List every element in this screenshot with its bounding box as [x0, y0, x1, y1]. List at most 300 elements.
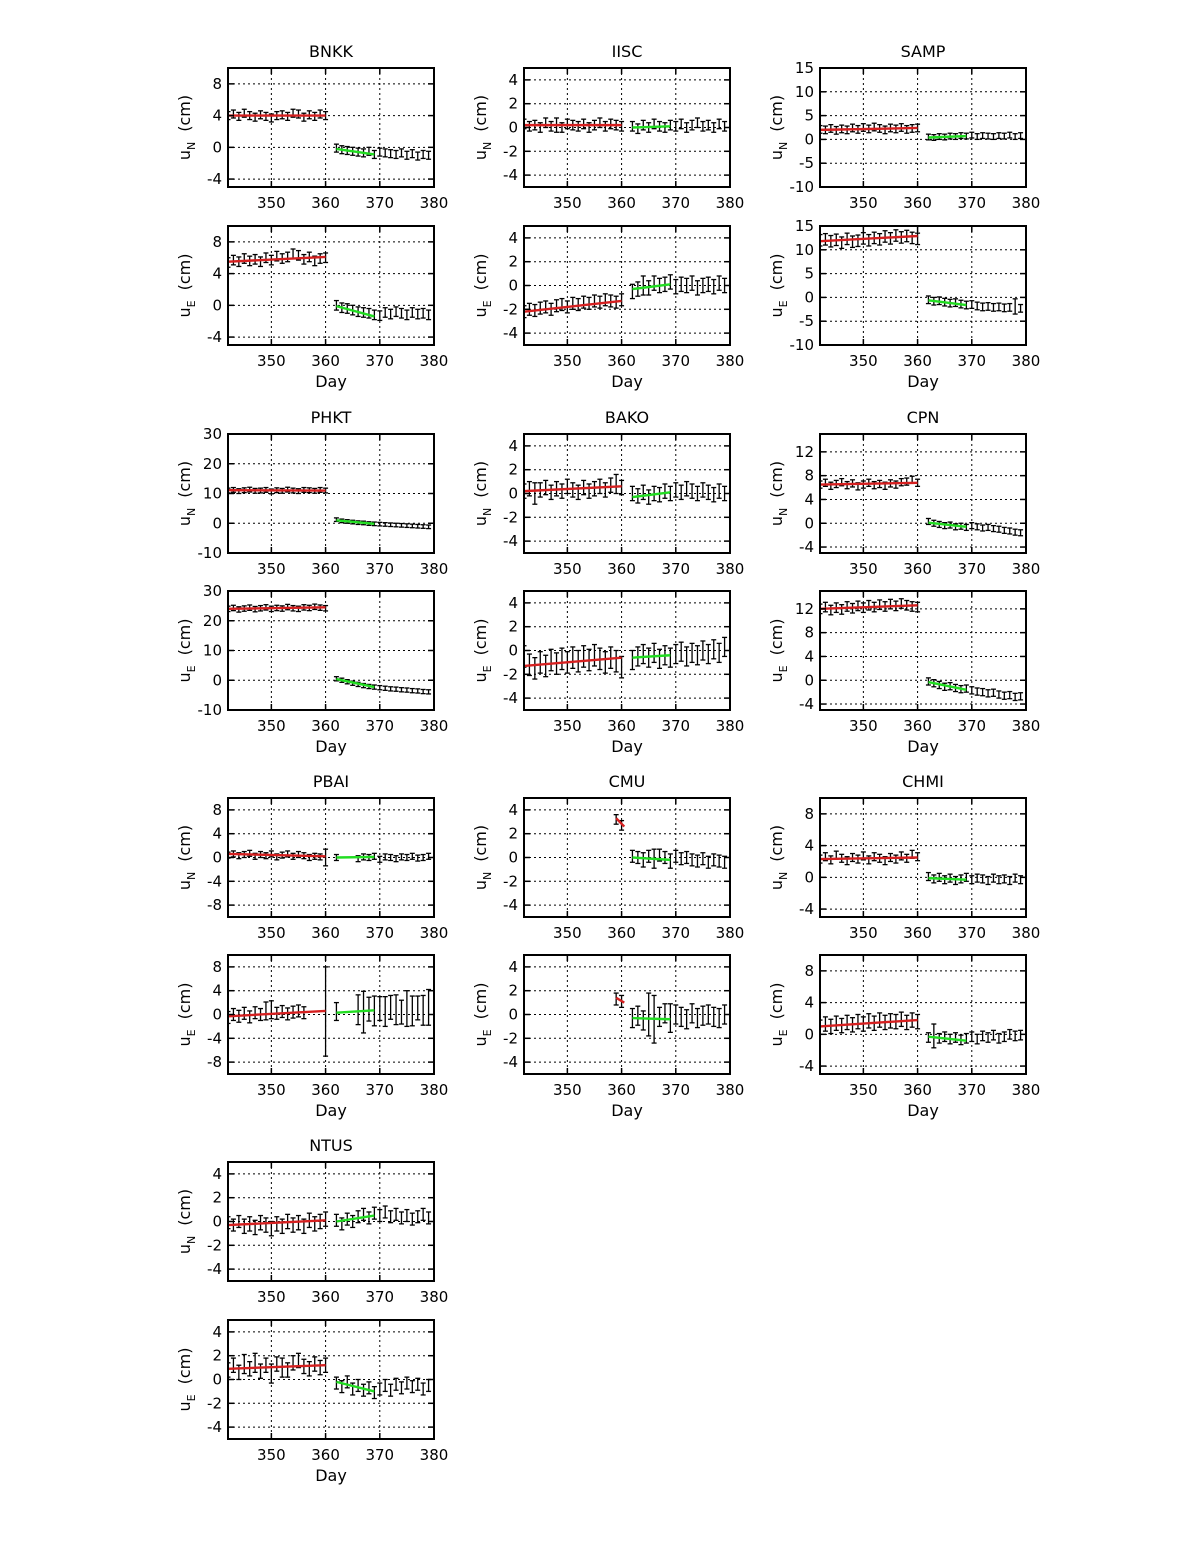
y-tick-label: 10	[202, 641, 222, 660]
pre-fit-line	[616, 818, 624, 826]
data-series	[818, 1012, 1024, 1048]
panel-phkt-e	[175, 582, 448, 756]
y-axis-unit: (cm)	[175, 460, 194, 498]
x-tick-label: 380	[419, 1081, 449, 1099]
panel-title: NTUS	[309, 1136, 353, 1155]
data-series	[522, 474, 728, 504]
y-tick-label: 4	[212, 106, 222, 125]
x-tick-label: 380	[715, 352, 745, 370]
x-tick-label: 350	[849, 194, 878, 212]
x-tick-label: 370	[365, 194, 395, 212]
x-tick-label: 370	[661, 924, 691, 942]
x-axis-label: Day	[611, 372, 643, 391]
y-tick-label: -4	[503, 1053, 518, 1072]
y-axis-symbol: u	[175, 307, 194, 318]
y-tick-label: -2	[207, 1236, 222, 1255]
y-axis-label	[767, 983, 790, 1047]
x-tick-label: 360	[311, 924, 340, 942]
y-tick-label: -4	[799, 900, 814, 919]
y-tick-label: -4	[503, 532, 518, 551]
y-tick-label: -4	[207, 872, 222, 891]
x-tick-label: 350	[849, 352, 878, 370]
y-axis-subscript: N	[185, 141, 198, 150]
x-tick-label: 360	[311, 560, 340, 578]
x-tick-label: 360	[607, 560, 636, 578]
y-tick-label: 4	[804, 490, 814, 509]
y-tick-label: 15	[794, 59, 814, 77]
y-axis-subscript: N	[481, 507, 494, 516]
y-tick-label: 2	[508, 252, 518, 271]
y-tick-label: -5	[799, 154, 814, 173]
y-tick-label: 4	[212, 1164, 222, 1183]
x-tick-label: 380	[419, 560, 449, 578]
y-axis-unit: (cm)	[175, 1188, 194, 1226]
y-tick-label: -2	[207, 1394, 222, 1413]
y-axis-label	[767, 619, 790, 683]
y-tick-label: -4	[503, 166, 518, 185]
y-axis-subscript: N	[777, 507, 790, 516]
y-tick-label: 5	[804, 264, 814, 283]
y-tick-label: 0	[212, 848, 222, 867]
x-tick-label: 350	[849, 924, 878, 942]
y-tick-label: 0	[212, 138, 222, 157]
y-axis-symbol: u	[175, 149, 194, 161]
pre-fit-line	[228, 607, 326, 608]
y-axis-symbol: u	[767, 1036, 786, 1047]
x-axis-label: Day	[611, 737, 643, 756]
y-tick-label: 2	[508, 460, 518, 479]
y-tick-label: 4	[804, 647, 814, 666]
y-axis-unit: (cm)	[175, 253, 194, 291]
x-tick-label: 360	[903, 924, 932, 942]
x-tick-label: 370	[365, 352, 395, 370]
data-series	[818, 850, 1024, 884]
y-tick-label: -4	[503, 324, 518, 343]
y-tick-label: 30	[202, 425, 222, 443]
y-axis-label	[767, 825, 790, 890]
x-tick-label: 370	[957, 352, 987, 370]
y-axis-unit: (cm)	[471, 982, 490, 1020]
y-axis-symbol: u	[767, 879, 786, 891]
x-tick-label: 350	[257, 1081, 286, 1099]
x-tick-label: 360	[607, 352, 636, 370]
x-tick-label: 350	[553, 717, 582, 735]
y-axis-unit: (cm)	[767, 94, 786, 132]
x-tick-label: 370	[661, 560, 691, 578]
y-tick-label: 8	[804, 804, 814, 823]
y-axis-symbol: u	[471, 149, 490, 161]
y-axis-symbol: u	[175, 1401, 194, 1412]
y-tick-label: -2	[503, 872, 518, 891]
y-tick-label: 10	[202, 484, 222, 503]
x-tick-label: 380	[715, 717, 745, 735]
data-series	[522, 275, 728, 318]
y-axis-unit: (cm)	[471, 824, 490, 862]
panel-iisc-n	[471, 42, 744, 212]
data-series	[522, 637, 728, 679]
x-tick-label: 360	[903, 194, 932, 212]
y-tick-label: 0	[508, 848, 518, 867]
x-tick-label: 360	[607, 1081, 636, 1099]
data-series	[818, 476, 1024, 536]
y-tick-label: 0	[212, 1212, 222, 1231]
data-series	[818, 230, 1024, 314]
x-tick-label: 370	[365, 1288, 395, 1306]
y-tick-label: 2	[508, 617, 518, 636]
y-tick-label: -8	[207, 896, 222, 915]
data-series	[226, 249, 432, 320]
y-axis-subscript: E	[481, 1029, 494, 1037]
y-axis-subscript: N	[481, 141, 494, 150]
y-tick-label: -4	[207, 1418, 222, 1437]
x-tick-label: 380	[419, 352, 449, 370]
x-tick-label: 350	[553, 194, 582, 212]
y-tick-label: 0	[804, 671, 814, 690]
y-axis-unit: (cm)	[767, 824, 786, 862]
x-axis-label: Day	[315, 1101, 347, 1120]
x-tick-label: 380	[1011, 1081, 1041, 1099]
y-tick-label: -2	[503, 142, 518, 161]
y-axis-label	[175, 983, 198, 1047]
data-series	[818, 599, 1024, 701]
panel-iisc-e	[471, 226, 744, 391]
y-tick-label: 2	[508, 94, 518, 113]
y-axis-label	[175, 95, 198, 160]
y-tick-label: -10	[197, 544, 222, 562]
y-tick-label: -2	[503, 1029, 518, 1048]
y-axis-symbol: u	[471, 515, 490, 527]
post-fit-line	[928, 136, 966, 137]
panel-pbai-n	[175, 772, 448, 942]
data-series	[226, 967, 432, 1056]
pre-fit-line	[820, 858, 918, 860]
x-tick-label: 380	[419, 194, 449, 212]
y-tick-label: 0	[212, 1370, 222, 1389]
y-tick-label: 15	[794, 217, 814, 235]
y-tick-label: 0	[508, 1005, 518, 1024]
data-series	[614, 993, 727, 1043]
y-axis-subscript: N	[185, 871, 198, 880]
y-axis-label	[471, 983, 494, 1047]
y-tick-label: 10	[794, 82, 814, 101]
y-axis-unit: (cm)	[175, 982, 194, 1020]
x-tick-label: 350	[849, 1081, 878, 1099]
x-axis-label: Day	[907, 372, 939, 391]
x-axis-label: Day	[611, 1101, 643, 1120]
y-tick-label: 20	[202, 611, 222, 630]
y-tick-label: 30	[202, 582, 222, 600]
y-axis-symbol: u	[175, 879, 194, 891]
y-tick-label: 0	[804, 1025, 814, 1044]
panel-cpn-n	[767, 408, 1040, 578]
post-fit-line	[928, 878, 966, 880]
x-tick-label: 380	[419, 1446, 449, 1464]
y-axis-symbol: u	[767, 307, 786, 318]
y-axis-subscript: E	[777, 1029, 790, 1037]
y-tick-label: -4	[207, 170, 222, 189]
panel-phkt-n	[175, 408, 448, 578]
y-axis-label	[175, 461, 198, 526]
x-tick-label: 370	[661, 194, 691, 212]
panel-bnkk-n	[175, 42, 448, 212]
y-tick-label: 12	[794, 599, 814, 618]
panel-title: PBAI	[312, 772, 350, 791]
x-tick-label: 360	[311, 1446, 340, 1464]
panel-cpn-e	[767, 591, 1040, 756]
y-tick-label: -2	[503, 508, 518, 527]
y-tick-label: 4	[508, 593, 518, 612]
y-tick-label: 4	[508, 800, 518, 819]
post-fit-line	[336, 857, 374, 858]
x-tick-label: 380	[715, 194, 745, 212]
y-axis-unit: (cm)	[471, 460, 490, 498]
y-axis-subscript: E	[185, 1029, 198, 1037]
x-tick-label: 370	[661, 717, 691, 735]
y-axis-label	[175, 619, 198, 683]
x-tick-label: 380	[1011, 717, 1041, 735]
x-tick-label: 370	[661, 352, 691, 370]
x-tick-label: 370	[957, 1081, 987, 1099]
panel-chmi-n	[767, 772, 1040, 942]
y-axis-symbol: u	[471, 1036, 490, 1047]
x-tick-label: 360	[903, 352, 932, 370]
x-tick-label: 360	[311, 194, 340, 212]
y-tick-label: -4	[799, 538, 814, 557]
y-tick-label: 4	[212, 1322, 222, 1341]
y-axis-unit: (cm)	[471, 94, 490, 132]
y-axis-label	[471, 95, 494, 160]
x-tick-label: 380	[715, 560, 745, 578]
y-tick-label: 2	[212, 1188, 222, 1207]
y-tick-label: -8	[207, 1053, 222, 1072]
data-series	[226, 1206, 432, 1236]
y-axis-unit: (cm)	[175, 824, 194, 862]
y-tick-label: 20	[202, 454, 222, 473]
plot-frame	[820, 955, 1026, 1074]
y-tick-label: 4	[508, 70, 518, 89]
y-tick-label: -4	[799, 695, 814, 714]
y-axis-label	[767, 461, 790, 526]
y-tick-label: 0	[804, 130, 814, 149]
y-tick-label: 8	[804, 466, 814, 485]
panel-ntus-n	[175, 1136, 448, 1306]
x-tick-label: 350	[257, 924, 286, 942]
y-axis-symbol: u	[175, 1243, 194, 1255]
x-tick-label: 380	[1011, 560, 1041, 578]
x-tick-label: 380	[419, 924, 449, 942]
y-tick-label: 4	[508, 228, 518, 247]
pre-fit-line	[616, 998, 624, 1003]
y-axis-unit: (cm)	[471, 618, 490, 656]
y-axis-symbol: u	[175, 672, 194, 683]
y-axis-label	[175, 1189, 198, 1254]
x-axis-label: Day	[907, 737, 939, 756]
panel-title: CPN	[906, 408, 940, 427]
panel-title: BAKO	[604, 408, 650, 427]
x-tick-label: 370	[957, 194, 987, 212]
y-tick-label: -10	[789, 336, 814, 354]
y-tick-label: -4	[207, 1260, 222, 1279]
y-tick-label: 0	[212, 671, 222, 690]
y-axis-unit: (cm)	[767, 253, 786, 291]
y-axis-subscript: N	[777, 871, 790, 880]
y-tick-label: 0	[508, 641, 518, 660]
y-tick-label: 0	[212, 514, 222, 533]
x-tick-label: 360	[311, 1288, 340, 1306]
y-axis-symbol: u	[471, 307, 490, 318]
panel-title: IISC	[611, 42, 643, 61]
y-tick-label: 8	[212, 232, 222, 251]
x-tick-label: 380	[1011, 194, 1041, 212]
y-tick-label: 0	[508, 118, 518, 137]
data-series	[818, 123, 1024, 140]
y-axis-label	[471, 825, 494, 890]
y-tick-label: -5	[799, 312, 814, 331]
plot-frame	[820, 226, 1026, 345]
panel-title: CMU	[608, 772, 646, 791]
y-tick-label: -4	[207, 1029, 222, 1048]
plot-frame	[820, 68, 1026, 187]
y-tick-label: -4	[207, 328, 222, 347]
x-tick-label: 380	[419, 717, 449, 735]
y-tick-label: 4	[508, 436, 518, 455]
y-axis-subscript: E	[185, 665, 198, 673]
data-series	[226, 1353, 432, 1398]
x-tick-label: 360	[607, 194, 636, 212]
x-tick-label: 360	[903, 560, 932, 578]
y-axis-subscript: E	[185, 300, 198, 308]
panel-cmu-n	[471, 772, 744, 942]
y-axis-symbol: u	[471, 879, 490, 891]
y-axis-unit: (cm)	[767, 460, 786, 498]
x-axis-label: Day	[315, 737, 347, 756]
y-axis-subscript: E	[481, 665, 494, 673]
panel-samp-e	[767, 217, 1040, 391]
x-tick-label: 350	[553, 560, 582, 578]
x-tick-label: 370	[365, 560, 395, 578]
y-axis-unit: (cm)	[767, 618, 786, 656]
y-tick-label: 0	[804, 288, 814, 307]
panel-title: CHMI	[902, 772, 944, 791]
x-tick-label: 370	[365, 717, 395, 735]
data-series	[614, 815, 727, 869]
y-tick-label: 2	[508, 824, 518, 843]
y-tick-label: 8	[804, 961, 814, 980]
x-tick-label: 370	[661, 1081, 691, 1099]
y-tick-label: -4	[503, 689, 518, 708]
y-axis-subscript: E	[185, 1394, 198, 1402]
x-tick-label: 370	[365, 1081, 395, 1099]
pre-fit-line	[820, 128, 918, 130]
y-tick-label: 0	[212, 296, 222, 315]
y-tick-label: 0	[508, 276, 518, 295]
y-tick-label: 4	[804, 993, 814, 1012]
x-tick-label: 360	[903, 717, 932, 735]
y-tick-label: 0	[212, 1005, 222, 1024]
x-tick-label: 350	[257, 352, 286, 370]
x-tick-label: 350	[849, 560, 878, 578]
y-tick-label: 8	[212, 800, 222, 819]
post-fit-line	[632, 126, 670, 127]
y-tick-label: -10	[197, 701, 222, 719]
y-tick-label: 2	[212, 1346, 222, 1365]
y-tick-label: -4	[799, 1057, 814, 1076]
y-axis-subscript: N	[185, 1235, 198, 1244]
x-tick-label: 350	[553, 924, 582, 942]
panel-samp-n	[767, 42, 1040, 212]
plot-frame	[228, 226, 434, 345]
y-axis-subscript: N	[185, 507, 198, 516]
y-tick-label: -4	[503, 896, 518, 915]
y-tick-label: 8	[212, 957, 222, 976]
y-axis-symbol: u	[471, 672, 490, 683]
y-tick-label: 4	[804, 836, 814, 855]
y-axis-symbol: u	[175, 1036, 194, 1047]
post-fit-line	[632, 1018, 670, 1019]
y-tick-label: -10	[789, 178, 814, 196]
x-tick-label: 370	[957, 560, 987, 578]
y-axis-subscript: N	[481, 871, 494, 880]
panel-title: SAMP	[900, 42, 946, 61]
x-tick-label: 370	[957, 717, 987, 735]
panel-ntus-e	[175, 1320, 448, 1485]
x-tick-label: 350	[553, 352, 582, 370]
pre-fit-line	[820, 483, 918, 485]
plot-frame	[228, 68, 434, 187]
y-tick-label: 4	[212, 824, 222, 843]
y-tick-label: -2	[503, 665, 518, 684]
panel-cmu-e	[471, 955, 744, 1120]
x-tick-label: 350	[257, 1446, 286, 1464]
x-tick-label: 380	[419, 1288, 449, 1306]
y-tick-label: 4	[212, 264, 222, 283]
panel-bako-e	[471, 591, 744, 756]
x-axis-label: Day	[315, 372, 347, 391]
x-tick-label: 350	[257, 717, 286, 735]
panel-title: PHKT	[310, 408, 352, 427]
x-tick-label: 380	[1011, 924, 1041, 942]
x-tick-label: 360	[607, 924, 636, 942]
x-tick-label: 350	[257, 194, 286, 212]
panel-title: BNKK	[309, 42, 353, 61]
x-tick-label: 350	[257, 1288, 286, 1306]
x-tick-label: 350	[553, 1081, 582, 1099]
y-axis-symbol: u	[767, 149, 786, 161]
y-tick-label: 2	[508, 981, 518, 1000]
y-axis-label	[767, 95, 790, 160]
x-tick-label: 360	[903, 1081, 932, 1099]
y-tick-label: 8	[212, 74, 222, 93]
x-tick-label: 380	[1011, 352, 1041, 370]
y-axis-symbol: u	[767, 515, 786, 527]
panel-bnkk-e	[175, 226, 448, 391]
y-tick-label: 4	[212, 981, 222, 1000]
y-tick-label: 8	[804, 623, 814, 642]
y-axis-unit: (cm)	[175, 94, 194, 132]
x-tick-label: 370	[365, 924, 395, 942]
y-axis-subscript: E	[481, 300, 494, 308]
y-axis-unit: (cm)	[471, 253, 490, 291]
y-axis-unit: (cm)	[175, 618, 194, 656]
y-axis-unit: (cm)	[175, 1347, 194, 1385]
x-axis-label: Day	[315, 1466, 347, 1485]
x-tick-label: 380	[715, 1081, 745, 1099]
x-tick-label: 370	[957, 924, 987, 942]
y-axis-label	[175, 825, 198, 890]
x-tick-label: 350	[257, 560, 286, 578]
y-tick-label: 10	[794, 240, 814, 259]
y-axis-label	[175, 1348, 198, 1412]
